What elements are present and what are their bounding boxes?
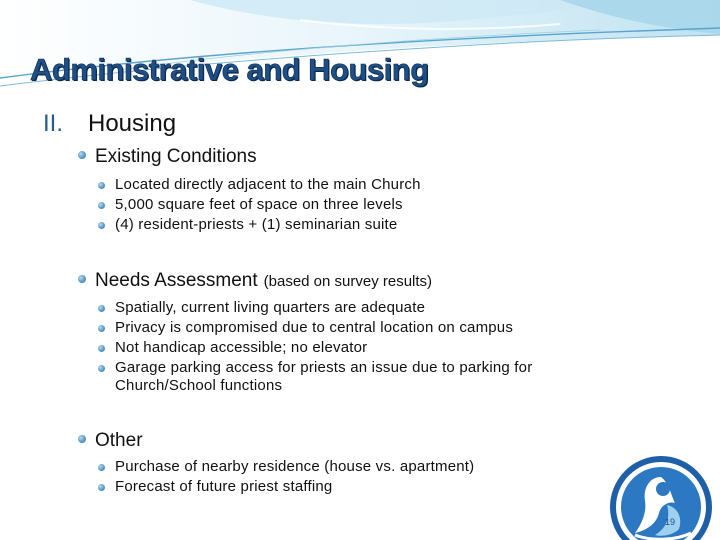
topic-note: (based on survey results) <box>263 273 433 290</box>
bullet-icon <box>98 345 105 352</box>
bullet-icon <box>98 484 105 491</box>
bullet-icon <box>78 151 86 159</box>
list-item: Forecast of future priest staffing <box>98 476 474 496</box>
page-number: 19 <box>665 517 676 527</box>
list-item: Purchase of nearby residence (house vs. apartment) <box>98 456 474 476</box>
list-item: Privacy is compromised due to central location on campus <box>98 317 635 337</box>
topic-items-other <box>98 456 474 496</box>
slide-title: Administrative and Housing <box>30 52 429 87</box>
topic-other <box>78 430 143 452</box>
bullet-icon <box>98 325 105 332</box>
topic-items-needs-assessment <box>98 297 635 395</box>
topic-items-existing-conditions <box>98 174 421 234</box>
bullet-icon <box>98 222 105 229</box>
bullet-icon <box>98 365 105 372</box>
topic-label: Existing Conditions <box>95 146 257 167</box>
topic-needs-assessment <box>78 270 432 292</box>
parish-logo-icon <box>605 455 717 540</box>
bullet-icon <box>78 275 86 283</box>
list-item: Not handicap accessible; no elevator <box>98 337 635 357</box>
list-item: (4) resident-priests + (1) seminarian suite <box>98 214 421 234</box>
topic-label: Other <box>95 430 143 451</box>
section-number: II. <box>43 110 64 137</box>
section-heading <box>43 110 176 138</box>
topic-existing-conditions <box>78 146 257 168</box>
topic-label: Needs Assessment <box>95 270 258 291</box>
list-item: Spatially, current living quarters are adequate <box>98 297 635 317</box>
bullet-icon <box>98 202 105 209</box>
section-label: Housing <box>88 110 177 137</box>
bullet-icon <box>78 435 86 443</box>
bullet-icon <box>98 305 105 312</box>
bullet-icon <box>98 182 105 189</box>
bullet-icon <box>98 464 105 471</box>
list-item: Garage parking access for priests an issue due to parking for Church/School functions <box>98 357 635 395</box>
list-item: Located directly adjacent to the main Church <box>98 174 421 194</box>
list-item: 5,000 square feet of space on three levels <box>98 194 421 214</box>
